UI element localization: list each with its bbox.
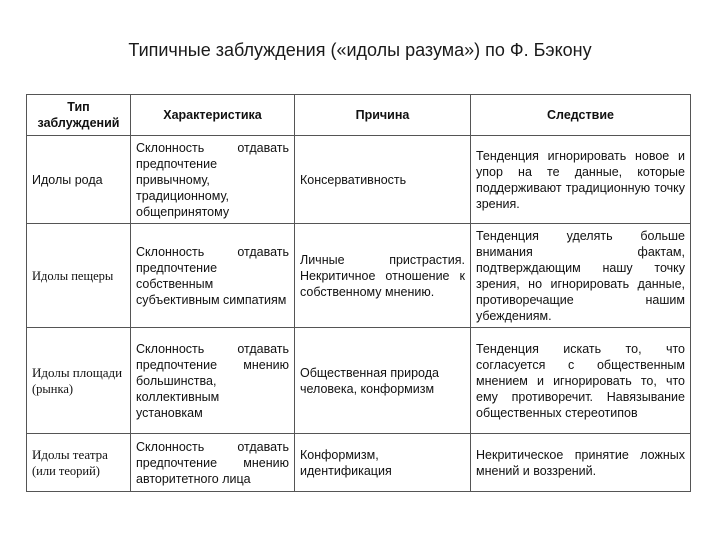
cell-cause: Личные пристрастия. Некритичное отношение к собственному мнению. bbox=[295, 224, 471, 328]
cell-consequence: Тенденция уделять больше внимания фактам, подтверждающим нашу точку зрения, но игнорировать данные, противоречащие нашим убеждениям. bbox=[471, 224, 691, 328]
type-note: (или теорий) bbox=[32, 463, 100, 478]
table-row bbox=[27, 136, 691, 224]
cell-cause: Конформизм, идентификация bbox=[295, 434, 471, 492]
table-row bbox=[27, 434, 691, 492]
header-consequence: Следствие bbox=[471, 95, 691, 136]
cell-consequence: Некритическое принятие ложных мнений и воззрений. bbox=[471, 434, 691, 492]
table-row bbox=[27, 224, 691, 328]
header-cause: Причина bbox=[295, 95, 471, 136]
cell-type bbox=[27, 328, 131, 434]
table-header-row bbox=[27, 95, 691, 136]
cell-consequence: Тенденция игнорировать новое и упор на те данные, которые поддерживают традиционную точку зрения. bbox=[471, 136, 691, 224]
cell-type: Идолы рода bbox=[27, 136, 131, 224]
cell-consequence: Тенденция искать то, что согласуется с общественным мнением и игнорировать то, что ему противоречит. Навязывание общественных стереотипов bbox=[471, 328, 691, 434]
page-title: Типичные заблуждения («идолы разума») по Ф. Бэкону bbox=[128, 40, 592, 60]
header-characteristic: Характеристика bbox=[131, 95, 295, 136]
cell-characteristic: Склонность отдавать предпочтение привычному, традиционному, общепринятому bbox=[131, 136, 295, 224]
type-name: Идолы площади bbox=[32, 364, 123, 380]
type-name: Идолы театра bbox=[32, 446, 108, 462]
type-note: (рынка) bbox=[32, 381, 74, 396]
header-type: Тип заблуждений bbox=[27, 95, 131, 136]
cell-cause: Общественная природа человека, конформизм bbox=[295, 328, 471, 434]
idols-table bbox=[26, 94, 691, 492]
cell-characteristic: Склонность отдавать предпочтение мнению большинства, коллективным установкам bbox=[131, 328, 295, 434]
cell-type: Идолы пещеры bbox=[27, 224, 131, 328]
table-row bbox=[27, 328, 691, 434]
cell-characteristic: Склонность отдавать предпочтение мнению авторитетного лица bbox=[131, 434, 295, 492]
cell-cause: Консервативность bbox=[295, 136, 471, 224]
cell-type bbox=[27, 434, 131, 492]
cell-characteristic: Склонность отдавать предпочтение собственным субъективным симпатиям bbox=[131, 224, 295, 328]
